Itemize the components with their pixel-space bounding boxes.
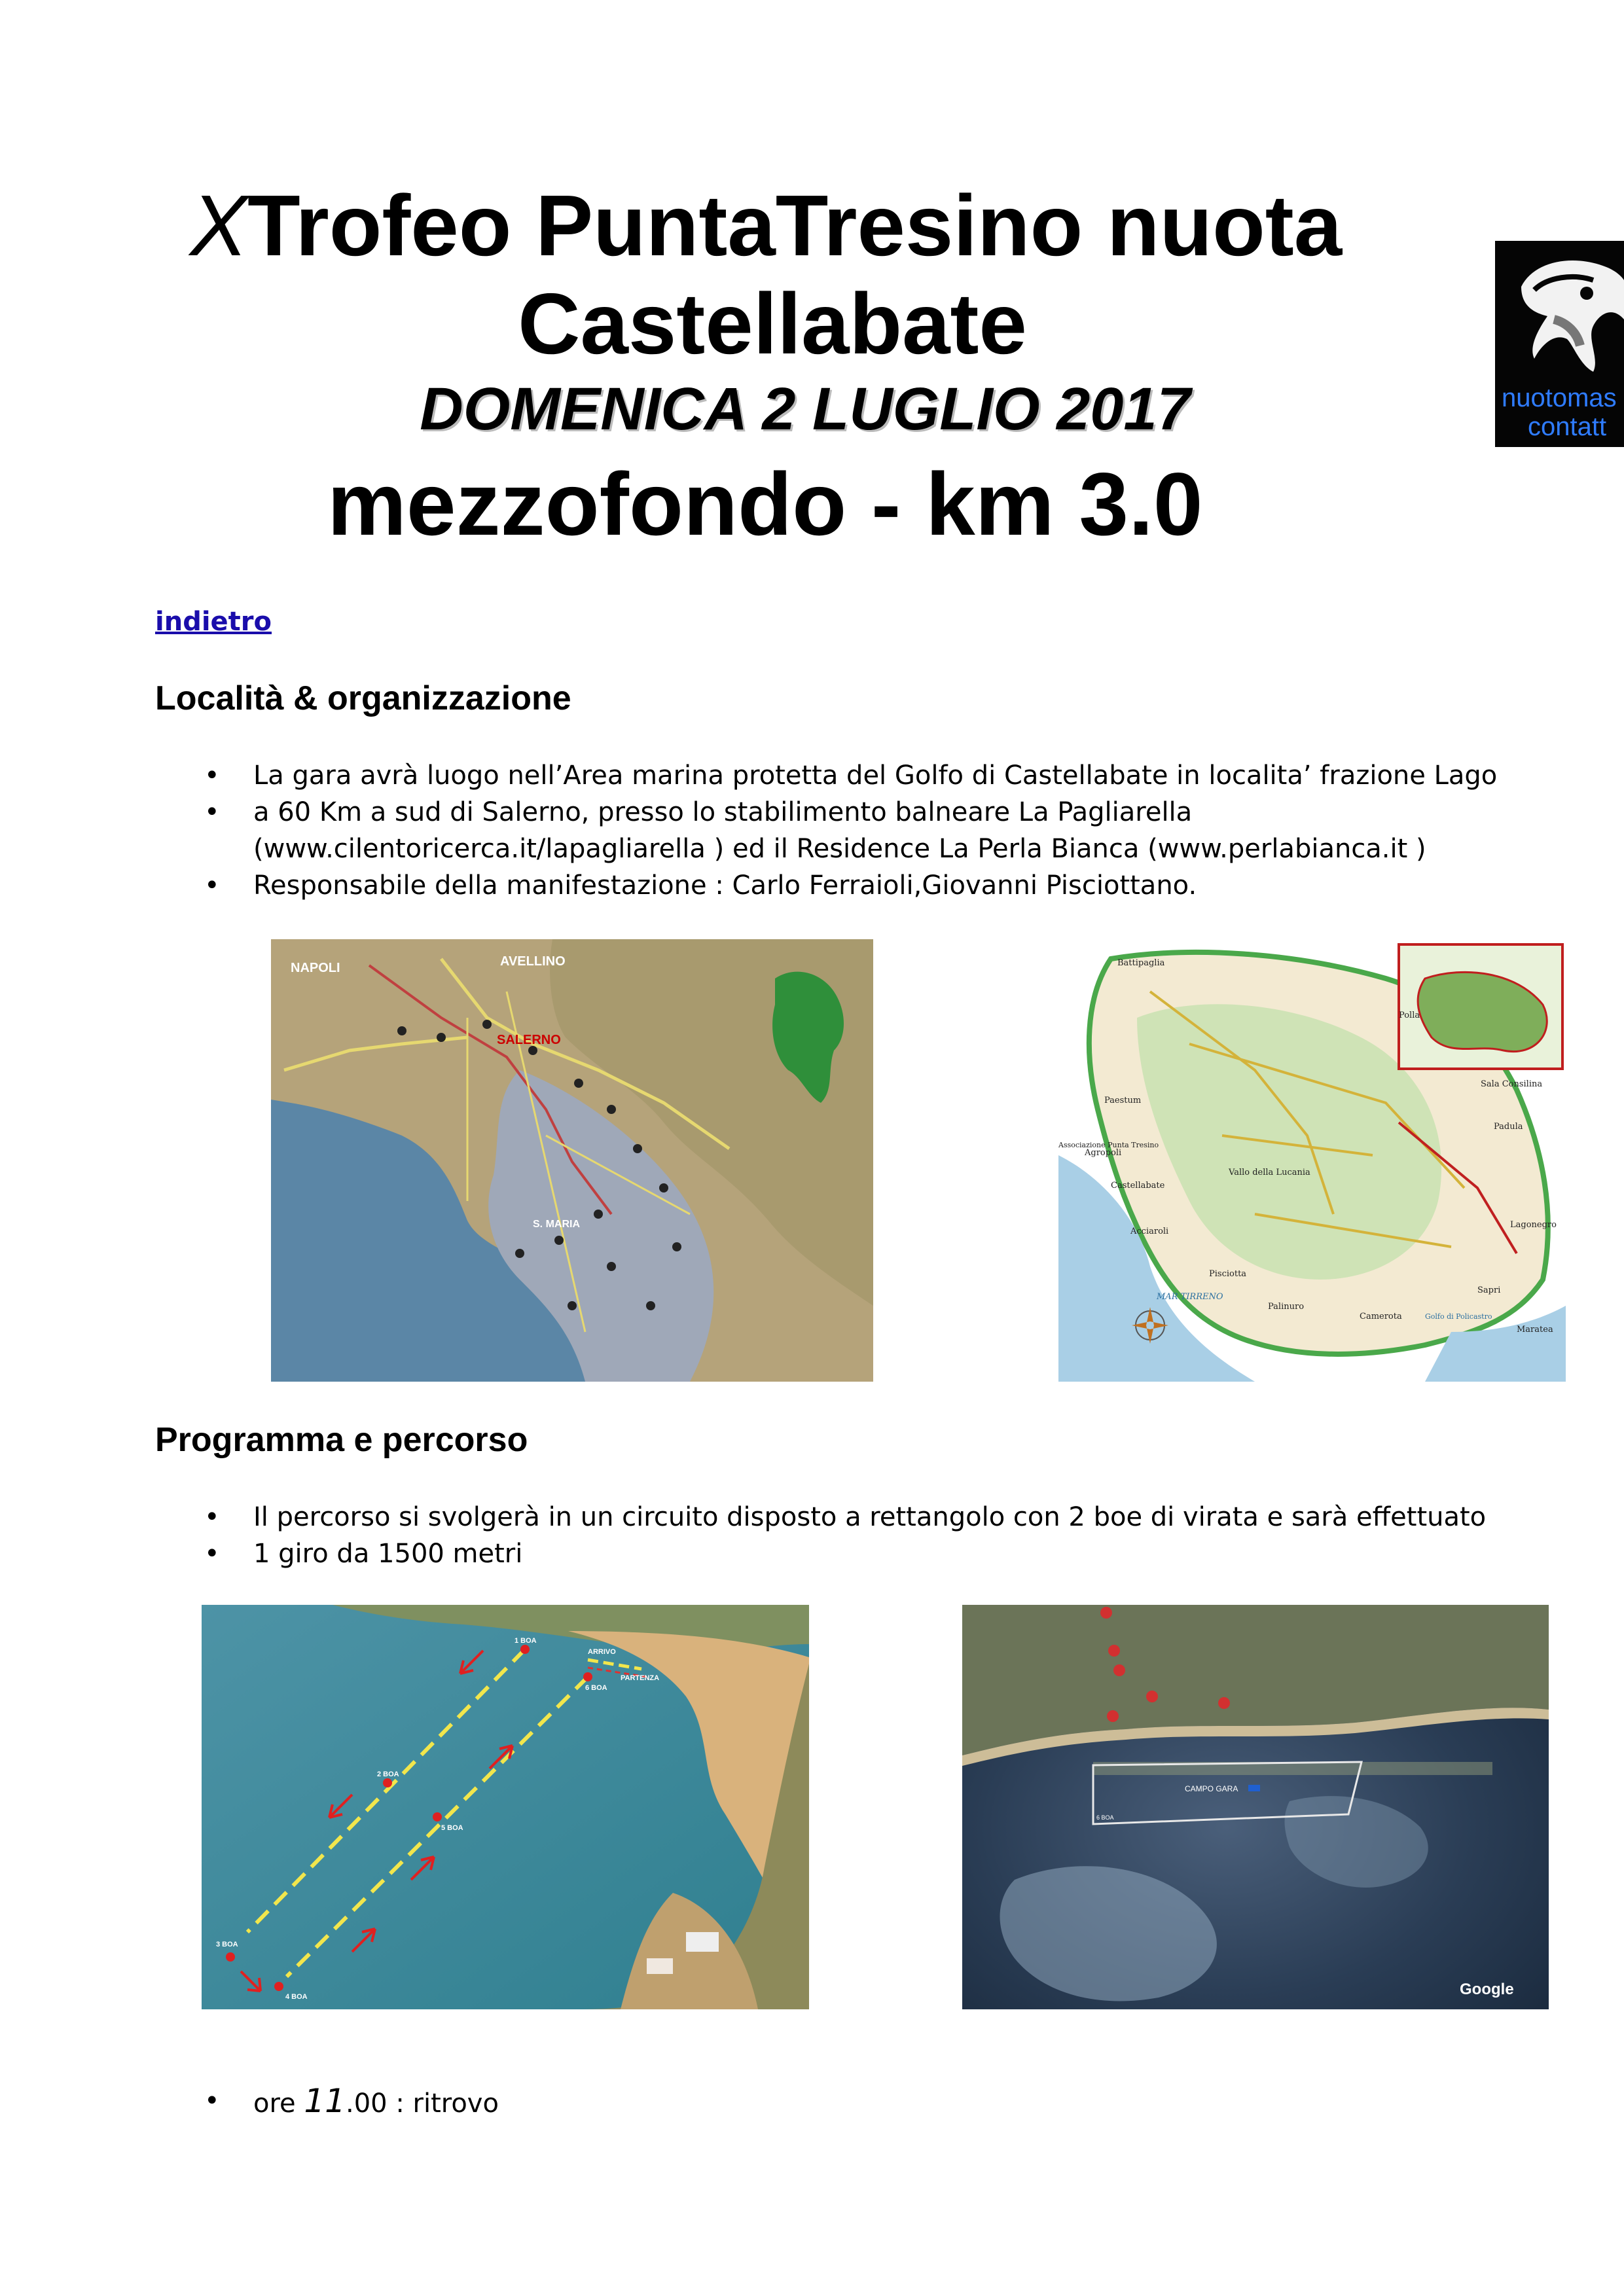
google-logo: Google (1460, 1981, 1514, 1998)
location-list (155, 757, 1497, 904)
map-label: Palinuro (1268, 1302, 1305, 1312)
title-line1: Trofeo PuntaTresino nuota (247, 177, 1343, 274)
list-item: • Responsabile della manifestazione : Carlo Ferraioli,Giovanni Pisciottano. (204, 870, 1197, 901)
race-distance: mezzofondo - km 3.0 (327, 454, 1203, 554)
buoy-label: 2 BOA (377, 1770, 399, 1778)
map-label: Sapri (1477, 1285, 1501, 1295)
logo-line1: nuotomas (1502, 384, 1617, 412)
buoy-label: 5 BOA (441, 1824, 463, 1832)
map-label: Padula (1494, 1122, 1523, 1132)
list-item: • ore 11.00 : ritrovo (204, 2082, 499, 2120)
list-item: (www.cilentoricerca.it/lapagliarella ) ed il Residence La Perla Bianca (www.perlabianca.it ) (253, 834, 1426, 864)
buoy-label: PARTENZA (621, 1674, 660, 1682)
back-link[interactable]: indietro (155, 607, 272, 637)
campania-map-image (271, 939, 873, 1382)
buoy-label: 6 BOA (585, 1684, 607, 1692)
map-label: Maratea (1517, 1325, 1553, 1335)
cilento-map-image (1058, 939, 1566, 1382)
map-label: Vallo della Lucania (1229, 1168, 1310, 1177)
section-heading-location: Località & organizzazione (155, 679, 571, 717)
map-label: Sala Consilina (1481, 1079, 1543, 1089)
map-label: AVELLINO (500, 954, 566, 969)
title-numeral: X (190, 177, 248, 274)
map-label: Polla (1399, 1011, 1420, 1020)
schedule-list (155, 2083, 499, 2122)
map-label: Agropoli (1085, 1148, 1122, 1158)
nuotomaster-logo[interactable] (1495, 241, 1624, 447)
title-line2: Castellabate (518, 276, 1027, 372)
swimmer-logo-icon (1495, 241, 1624, 382)
map-label: Camerota (1360, 1312, 1402, 1321)
buoy-label: ARRIVO (588, 1648, 616, 1656)
course-beach-photo (202, 1605, 809, 2009)
list-item: • La gara avrà luogo nell’Area marina protetta del Golfo di Castellabate in localita’ frazione Lago (204, 761, 1498, 791)
list-item: • Il percorso si svolgerà in un circuito disposto a rettangolo con 2 boe di virata e sarà effettuato (204, 1502, 1487, 1532)
list-item: • 1 giro da 1500 metri (204, 1539, 523, 1569)
buoy-label: 1 BOA (514, 1637, 537, 1645)
buoy-label: 3 BOA (216, 1941, 238, 1948)
event-date: DOMENICA 2 LUGLIO 2017 (420, 376, 1191, 442)
course-satellite-photo (962, 1605, 1549, 2009)
course-label: CAMPO GARA (1185, 1784, 1238, 1793)
map-label: Battipaglia (1117, 958, 1165, 968)
section-heading-program: Programma e percorso (155, 1421, 528, 1459)
map-label: Paestum (1104, 1096, 1142, 1105)
map-label: Golfo di Policastro (1425, 1312, 1492, 1321)
map-label: Pisciotta (1209, 1269, 1247, 1279)
buoy-label: 6 BOA (1096, 1814, 1114, 1821)
map-label: MAR TIRRENO (1157, 1292, 1223, 1302)
map-label: Castellabate (1111, 1181, 1165, 1191)
program-list (155, 1499, 1486, 1572)
logo-line2: contatt (1528, 412, 1607, 441)
map-label: S. MARIA (533, 1219, 580, 1230)
map-label: Lagonegro (1510, 1220, 1557, 1230)
page-title (190, 177, 1407, 275)
buoy-label: 4 BOA (285, 1993, 308, 2001)
map-label: SALERNO (497, 1033, 561, 1047)
list-item: • a 60 Km a sud di Salerno, presso lo stabilimento balneare La Pagliarella (204, 797, 1193, 827)
map-label: NAPOLI (291, 961, 340, 975)
map-label: Associazione Punta Tresino (1058, 1141, 1159, 1149)
map-label: Acciaroli (1130, 1227, 1169, 1236)
